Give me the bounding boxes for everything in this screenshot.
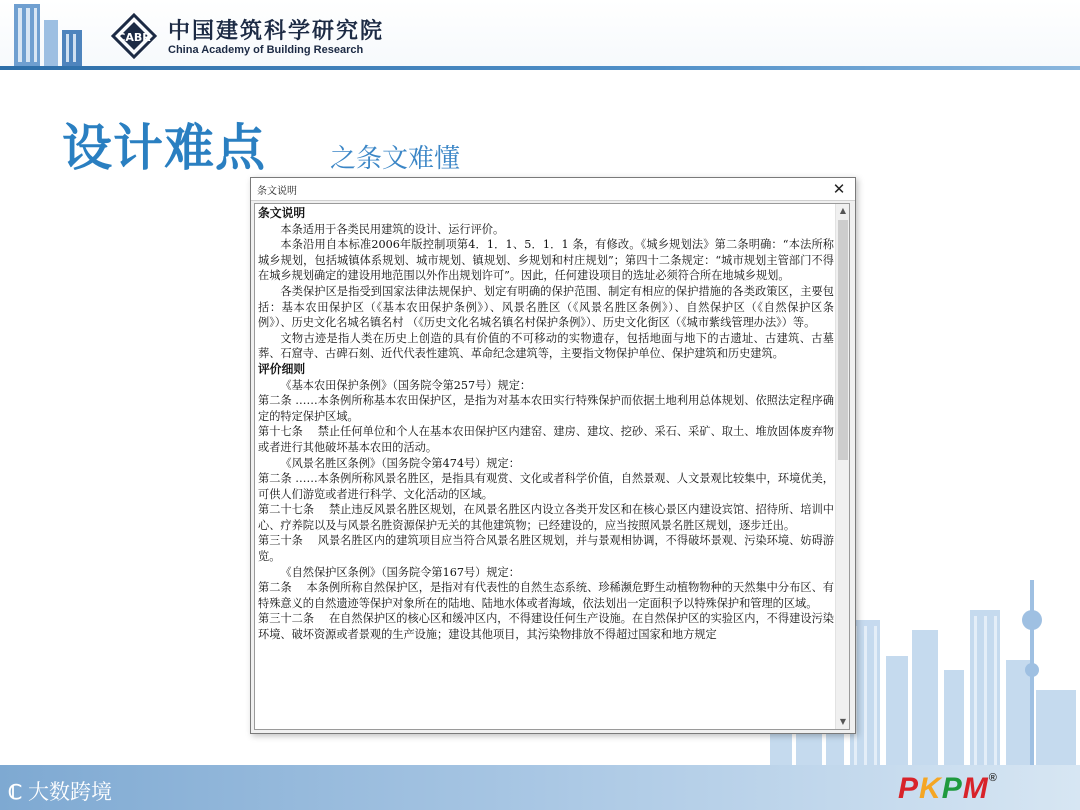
slide-title: 设计难点 (62, 119, 266, 177)
dialog-text-box[interactable] (254, 203, 850, 730)
clause-paragraph: 本条适用于各类民用建筑的设计、运行评价。 (280, 222, 505, 236)
clause-paragraph: 《基本农田保护条例》（国务院令第257号）规定： (280, 378, 532, 392)
clause-paragraph: 第二条 ……本条例所称基本农田保护区，是指为对基本农田实行特殊保护而依据土地利用总体规划、依照法定程序确定的特定保护区域。 (258, 394, 834, 423)
clause-paragraph: 《自然保护区条例》（国务院令第167号）规定： (280, 565, 520, 579)
clause-paragraph: 本条沿用自本标准2006年版控制项第4．1．1、5．1．1 条，有修改。《城乡规划法》第二条明确：“本法所称城乡规划，包括城镇体系规划、城市规划、镇规划、乡规划和村庄规划”；第四十二条规定：“城市规划主管部门不得在城乡规划确定的建设用地范围以外作出规划许可”。因此，任何建设项目的选址必须符合所在地城乡规划。 (258, 238, 834, 283)
pkpm-letter: P (941, 772, 963, 805)
brand-text: 大数跨境 (27, 780, 112, 804)
dialog-titlebar[interactable] (251, 178, 855, 201)
scroll-up-icon[interactable]: ▲ (839, 206, 847, 215)
slide-subtitle: 之条文难懂 (330, 144, 461, 174)
close-icon[interactable]: ✕ (832, 180, 846, 198)
clause-paragraph: 第三十条 风景名胜区内的建筑项目应当符合风景名胜区规划，并与景观相协调，不得破坏景观、污染环境、妨碍游览。 (258, 534, 834, 564)
clause-paragraph: 第十七条 禁止任何单位和个人在基本农田保护区内建窑、建房、建坟、挖砂、采石、采矿、取土、堆放固体废弃物或者进行其他破坏基本农田的活动。 (258, 425, 834, 454)
clause-paragraph: 文物古迹是指人类在历史上创造的具有价值的不可移动的实物遗存，包括地面与地下的古遗址、古建筑、古墓葬、石窟寺、古碑石刻、近代代表性建筑、革命纪念建筑等，主要指文物保护单位、保护建筑和历史建筑。 (258, 331, 834, 361)
section-heading: 条文说明 (258, 206, 306, 220)
pkpm-letter: K (919, 772, 942, 805)
pkpm-letter: P (898, 772, 920, 805)
clause-text (258, 206, 834, 728)
registered-mark: ® (988, 772, 998, 784)
dialog-title: 条文说明 (257, 186, 297, 197)
building-illustration-icon (0, 0, 100, 66)
brand-logo-icon: ℂ (8, 782, 22, 804)
clause-paragraph: 第二条 ……本条例所称风景名胜区，是指具有观赏、文化或者科学价值，自然景观、人文景观比较集中，环境优美，可供人们游览或者进行科学、文化活动的区域。 (258, 472, 834, 501)
cabr-logo-icon (110, 12, 158, 60)
scroll-down-icon[interactable]: ▼ (839, 717, 847, 726)
clause-paragraph: 第二条 本条例所称自然保护区，是指对有代表性的自然生态系统、珍稀濒危野生动植物物种的天然集中分布区、有特殊意义的自然遗迹等保护对象所在的陆地、陆地水体或者海域，依法划出一定面积予以特殊保护和管理的区域。 (258, 581, 834, 610)
svg-text:CABR: CABR (117, 31, 151, 44)
clause-paragraph: 《风景名胜区条例》（国务院令第474号）规定： (280, 456, 520, 470)
section-heading: 评价细则 (258, 361, 306, 376)
org-name-cn: 中国建筑科学研究院 (168, 18, 385, 44)
org-name-en: China Academy of Building Research (168, 44, 364, 56)
footer-brand (8, 776, 112, 806)
clause-paragraph: 各类保护区是指受到国家法律法规保护、划定有明确的保护范围、制定有相应的保护措施的各类政策区，主要包括：基本农田保护区（《基本农田保护条例》）、风景名胜区（《风景名胜区条例》）、自然保护区（《自然保护区条例》）、历史文化名城名镇名村 （《历史文化名城名镇名村保护条例》）、历史文化街区（《城市紫线管理办法》）等。 (258, 284, 834, 330)
vertical-scrollbar[interactable] (835, 204, 850, 729)
pkpm-letter: M (962, 772, 989, 805)
header-bar (0, 0, 1080, 66)
clause-paragraph: 第二十七条 禁止违反风景名胜区规划，在风景名胜区内设立各类开发区和在核心景区内建设宾馆、招待所、培训中心、疗养院以及与风景名胜资源保护无关的其他建筑物；已经建设的，应当按照风景名胜区规划，逐步迁出。 (258, 503, 834, 532)
clause-explanation-dialog (250, 177, 856, 734)
scrollbar-thumb[interactable] (838, 220, 848, 460)
header-divider (0, 66, 1080, 70)
clause-paragraph: 第三十二条 在自然保护区的核心区和缓冲区内，不得建设任何生产设施。在自然保护区的实验区内，不得建设污染环境、破坏资源或者景观的生产设施；建设其他项目，其污染物排放不得超过国家和地方规定 (258, 612, 834, 642)
pkpm-logo (898, 772, 998, 806)
